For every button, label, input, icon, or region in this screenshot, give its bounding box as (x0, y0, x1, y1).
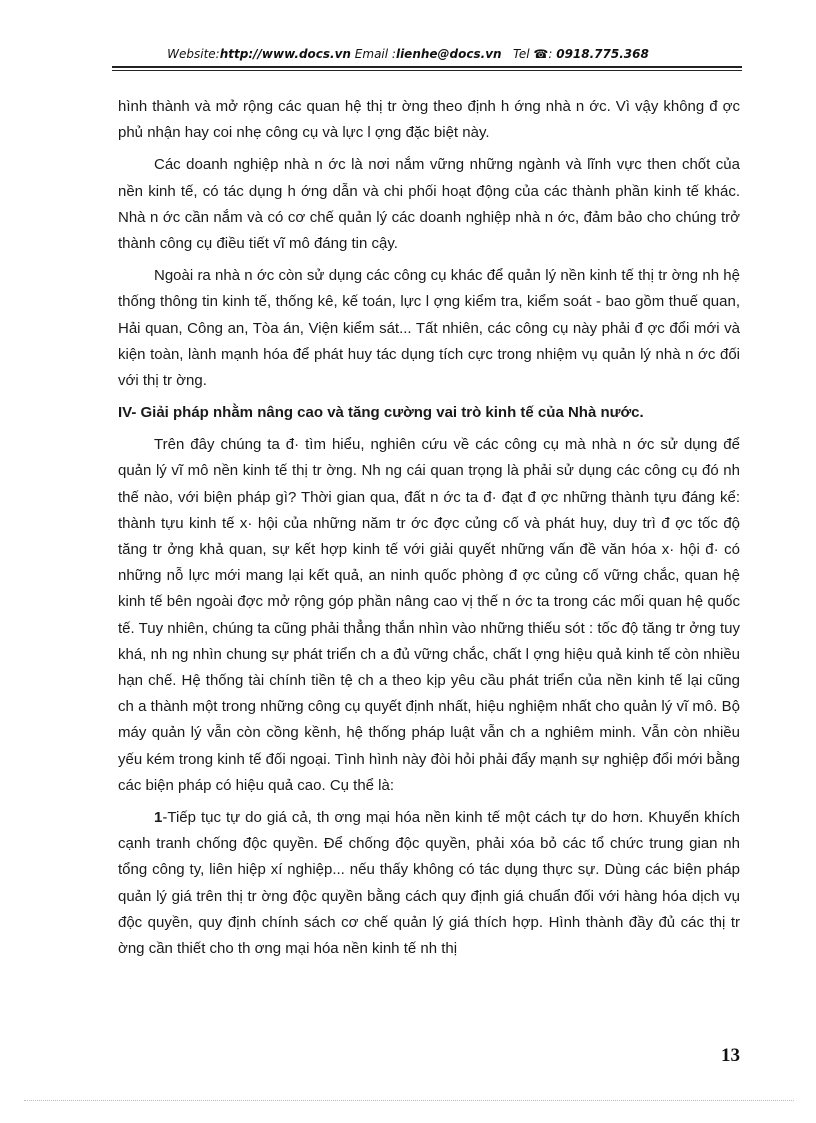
item-number: 1 (154, 809, 163, 827)
header-rule-thin (112, 70, 742, 71)
header-rule-thick (112, 66, 742, 68)
page-number: 13 (721, 1045, 740, 1066)
page-header (0, 47, 816, 61)
section-heading: IV- Giải pháp nhằm nâng cao và tăng cường vai trò kinh tế của Nhà nước. (118, 404, 644, 422)
footer-dotted-rule (24, 1100, 794, 1101)
paragraph-continuation: hình thành và mở rộng các quan hệ thị tr ờng theo định h ớng nhà n ớc. Vì vậy không đ ợc phủ nhận hay coi nhẹ công cụ và lực l ợng đặc biệt này. (118, 98, 740, 142)
paragraph-state-enterprises: Các doanh nghiệp nhà n ớc là nơi nắm vững những ngành và lĩnh vực then chốt của nền kinh tế, có tác dụng h ớng dẫn và chi phối hoạt động của các thành phần kinh tế khác. Nhà n ớc cần nắm và có cơ chế quản lý các doanh nghiệp nhà n ớc, đảm bảo cho chúng trở thành công cụ điều tiết vĩ mô đáng tin cậy. (118, 156, 740, 253)
item-1-text: -Tiếp tục tự do giá cả, th ơng mại hóa nền kinh tế một cách tự do hơn. Khuyến khích cạnh tranh chống độc quyền. Để chống độc quyền, phải xóa bỏ các tổ chức trung gian nh tổng công ty, liên hiệp xí nghiệp... nếu thấy không có tác dụng thực sự. Dùng các biện pháp quản lý giá trên thị tr ờng độc quyền bằng cách quy định giá chuẩn đối với hàng hóa dịch vụ độc quyền, quy định chính sách cơ chế quản lý giá thích hợp. Hình thành đầy đủ các thị tr ờng cần thiết cho th ơng mại hóa nền kinh tế nh thị (118, 809, 740, 958)
website-label: Website: (167, 47, 220, 61)
email-label: Email : (354, 47, 396, 61)
paragraph-other-tools: Ngoài ra nhà n ớc còn sử dụng các công cụ khác để quản lý nền kinh tế thị tr ờng nh hệ thống thông tin kinh tế, thống kê, kế toán, lực l ợng kiểm tra, kiểm soát - bao gồm thuế quan, Hải quan, Công an, Tòa án, Viện kiểm sát... Tất nhiên, các công cụ này phải đ ợc đổi mới và kiện toàn, lành mạnh hóa để phát huy tác dụng tích cực trong nhiệm vụ quản lý nhà n ớc đối với thị tr ờng. (118, 267, 740, 390)
tel-number: 0918.775.368 (556, 47, 649, 61)
email-address: lienhe@docs.vn (395, 47, 502, 61)
document-body (118, 94, 740, 968)
website-url: http://www.docs.vn (219, 47, 351, 61)
paragraph-overview: Trên đây chúng ta đ· tìm hiểu, nghiên cứu về các công cụ mà nhà n ớc sử dụng để quản lý vĩ mô nền kinh tế thị tr ờng. Nh ng cái quan trọng là phải sử dụng các công cụ đó nh thế nào, với biện pháp gì? Thời gian qua, đất n ớc ta đ· đạt đ ợc những thành tựu đáng kể: thành tựu kinh tế x· hội của những năm tr ớc đợc củng cố và phát huy, duy trì đ ợc tốc độ tăng tr ởng khả quan, sự kết hợp kinh tế với giải quyết những vấn đề văn hóa x· hội đ· có những nỗ lực mới mang lại kết quả, an ninh quốc phòng đ ợc củng cố vững chắc, quan hệ kinh tế bên ngoài đợc mở rộng góp phần nâng cao vị thế n ớc ta trong các mối quan hệ quốc tế. Tuy nhiên, chúng ta cũng phải thẳng thắn nhìn vào những thiếu sót : tốc độ tăng tr ởng tuy khá, nh ng nhìn chung sự phát triển ch a đủ vững chắc, chất l ợng hiệu quả kinh tế còn nhiều hạn chế. Hệ thống tài chính tiền tệ ch a theo kịp yêu cầu phát triển của nền kinh tế lại cũng ch a thành một trong những công cụ quyết định nhất, hiệu nghiệm nhất cho quản lý vĩ mô. Bộ máy quản lý vẫn còn cồng kềnh, hệ thống pháp luật vẫn ch a nghiêm minh. Vẫn còn nhiều yếu kém trong kinh tế đối ngoại. Tình hình này đòi hỏi phải đẩy mạnh sự nghiệp đổi mới bằng các biện pháp có hiệu quả cao. Cụ thể là: (118, 436, 740, 794)
tel-label: Tel ☎: (513, 47, 553, 61)
paragraph-item-1 (118, 805, 740, 962)
